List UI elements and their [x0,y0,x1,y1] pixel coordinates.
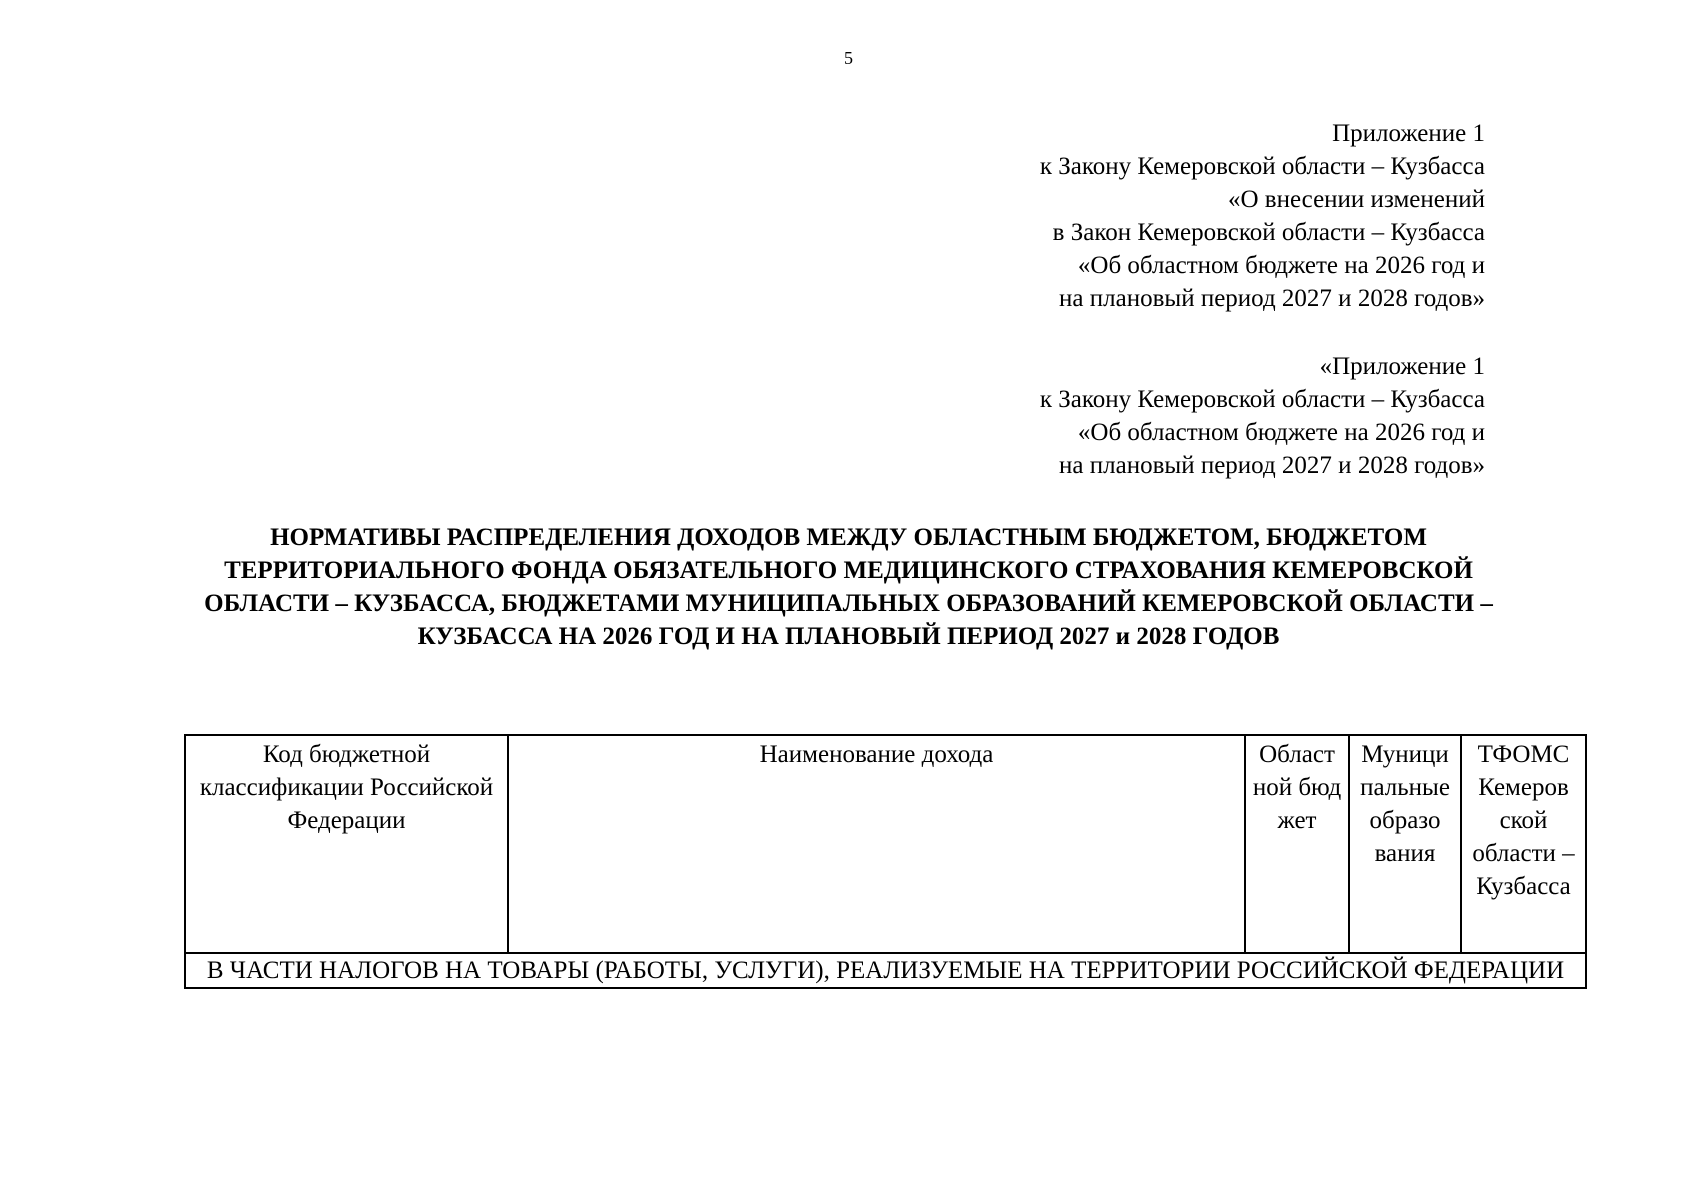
appendix-header [1040,117,1485,315]
original-appendix-line: «Приложение 1 [1319,353,1485,380]
section-heading-cell: В ЧАСТИ НАЛОГОВ НА ТОВАРЫ (РАБОТЫ, УСЛУГИ), РЕАЛИЗУЕМЫЕ НА ТЕРРИТОРИИ РОССИЙСКОЙ ФЕДЕРАЦИИ [185,953,1586,988]
column-header-municipalities [1349,735,1461,953]
header-line: Код бюджетной [262,741,431,768]
header-line: Кузбасса [1476,873,1571,900]
page-number: 5 [844,48,853,68]
column-header-revenue-name [508,735,1245,953]
document-title-line: ОБЛАСТИ – КУЗБАССА, БЮДЖЕТАМИ МУНИЦИПАЛЬНЫХ ОБРАЗОВАНИЙ КЕМЕРОВСКОЙ ОБЛАСТИ – [204,590,1493,617]
header-line: области – [1472,840,1575,867]
appendix-header-line: на плановый период 2027 и 2028 годов» [1059,285,1485,312]
appendix-header-line: к Закону Кемеровской области – Кузбасса [1039,153,1485,180]
original-appendix-header [1040,350,1485,482]
table-row [185,953,1586,988]
column-header-budget-code [185,735,508,953]
column-header-tfoms [1461,735,1586,953]
table-header-row [185,735,1586,953]
appendix-header-line: «О внесении изменений [1227,186,1485,213]
appendix-header-line: в Закон Кемеровской области – Кузбасса [1052,219,1485,246]
header-line: Кемеров [1478,774,1569,801]
header-line: Наименование дохода [759,741,994,768]
original-appendix-line: на плановый период 2027 и 2028 годов» [1059,452,1485,479]
header-line: жет [1277,807,1317,834]
header-line: Област [1259,741,1335,768]
header-line: ской [1499,807,1548,834]
header-line: пальные [1360,774,1450,801]
header-line: вания [1374,840,1436,867]
header-line: Федерации [287,807,406,834]
document-title-line: КУЗБАССА НА 2026 ГОД И НА ПЛАНОВЫЙ ПЕРИОД 2027 и 2028 ГОДОВ [417,623,1280,650]
column-header-regional-budget [1245,735,1349,953]
revenue-norms-table [184,734,1587,989]
document-title-line: НОРМАТИВЫ РАСПРЕДЕЛЕНИЯ ДОХОДОВ МЕЖДУ ОБЛАСТНЫМ БЮДЖЕТОМ, БЮДЖЕТОМ [270,524,1427,551]
header-line: классификации Российской [199,774,494,801]
header-line: образо [1369,807,1441,834]
document-title-line: ТЕРРИТОРИАЛЬНОГО ФОНДА ОБЯЗАТЕЛЬНОГО МЕДИЦИНСКОГО СТРАХОВАНИЯ КЕМЕРОВСКОЙ [224,557,1473,584]
document-title [150,521,1547,653]
header-line: ной бюд [1252,774,1342,801]
appendix-header-line: «Об областном бюджете на 2026 год и [1077,252,1485,279]
appendix-header-line: Приложение 1 [1332,120,1485,147]
header-line: ТФОМС [1477,741,1570,768]
header-line: Муници [1361,741,1449,768]
original-appendix-line: к Закону Кемеровской области – Кузбасса [1039,386,1485,413]
original-appendix-line: «Об областном бюджете на 2026 год и [1077,419,1485,446]
